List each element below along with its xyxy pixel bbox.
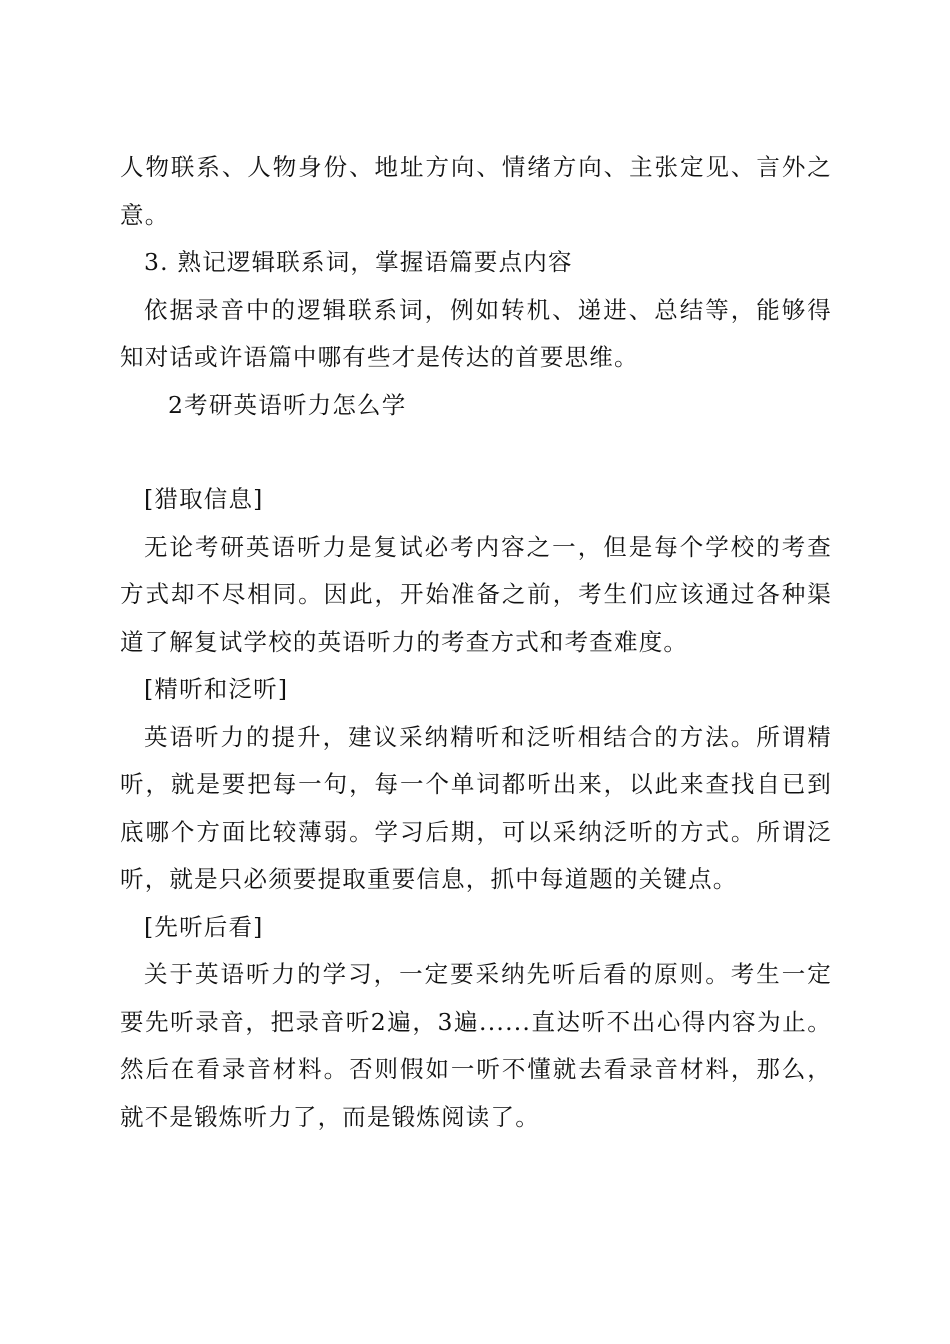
subheading-listen-first: [先听后看] — [144, 912, 264, 941]
paragraph-listen-first: 关于英语听力的学习，一定要采纳先听后看的原则。考生一定要先听录音，把录音听2遍，3遍......直达听不出心得内容为止。然后在看录音材料。否则假如一听不懂就去看录音材料，那么，就不是锻炼听力了，而是锻炼阅读了。 — [120, 960, 832, 1131]
paragraph-get-info: 无论考研英语听力是复试必考内容之一，但是每个学校的考查方式却不尽相同。因此，开始准备之前，考生们应该通过各种渠道了解复试学校的英语听力的考查方式和考查难度。 — [120, 532, 832, 656]
paragraph-intensive-extensive: 英语听力的提升，建议采纳精听和泛听相结合的方法。所谓精听，就是要把每一句，每一个单词都听出来，以此来查找自已到底哪个方面比较薄弱。学习后期，可以采纳泛听的方式。所谓泛听，就是只必须要提取重要信息，抓中每道题的关键点。 — [120, 722, 832, 893]
blank-line — [120, 429, 832, 476]
section-title: 2考研英语听力怎么学 — [168, 390, 407, 419]
paragraph-listening-cues: 人物联系、人物身份、地址方向、情绪方向、主张定见、言外之意。 — [120, 153, 832, 229]
paragraph-logic-words: 依据录音中的逻辑联系词，例如转机、递进、总结等，能够得知对话或许语篇中哪有些才是传达的首要思维。 — [120, 295, 832, 371]
numbered-heading-logic-words: 3. 熟记逻辑联系词，掌握语篇要点内容 — [144, 248, 573, 276]
subheading-get-info: [猎取信息] — [144, 485, 264, 513]
subheading-intensive-extensive: [精听和泛听] — [144, 675, 289, 703]
document-body — [120, 144, 832, 1141]
